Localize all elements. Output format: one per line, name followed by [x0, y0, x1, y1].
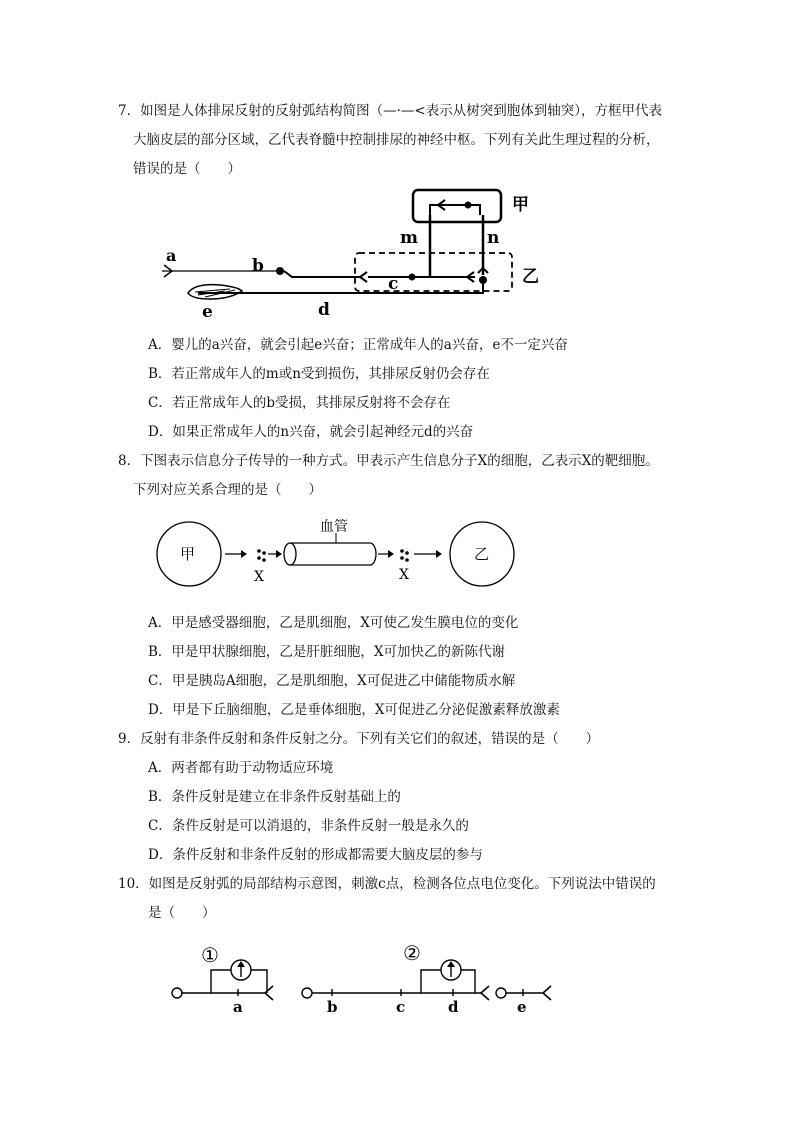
q9-option-d: D．条件反射和非条件反射的形成都需要大脑皮层的参与 [148, 847, 483, 863]
neuron-1-body [172, 988, 182, 998]
spinal-cord-box [355, 253, 512, 291]
cell-yi-label: 乙 [474, 545, 490, 563]
q8-stem-line-2: 下列对应关系合理的是（ ） [133, 482, 322, 498]
neuron-3-body [496, 988, 506, 998]
q9-stem-line-1: 9．反射有非条件反射和条件反射之分。下列有关它们的叙述，错误的是（ ） [118, 731, 600, 747]
label-x-2: X [399, 567, 409, 583]
label-meter-2: ② [403, 941, 421, 965]
label-n: n [487, 228, 500, 248]
q7-option-a: A．婴儿的a兴奋，就会引起e兴奋；正常成年人的a兴奋，e不一定兴奋 [148, 337, 568, 353]
q9-option-b: B．条件反射是建立在非条件反射基础上的 [148, 789, 401, 805]
label-e: e [517, 998, 527, 1016]
label-meter-1: ① [201, 943, 219, 967]
label-a: a [166, 246, 177, 265]
label-e: e [202, 302, 213, 322]
q10-reflex-segment-figure [165, 940, 565, 1020]
neuron-c-body [409, 274, 416, 281]
cortex-cell-body [465, 202, 472, 209]
q10-stem-line-2: 是（ ） [148, 905, 216, 921]
cell-jia-label: 甲 [180, 545, 196, 563]
q7-option-d: D．如果正常成年人的n兴奋，就会引起神经元d的兴奋 [148, 424, 474, 440]
q8-signal-figure [150, 515, 530, 595]
q9-option-a: A．两者都有助于动物适应环境 [148, 760, 334, 776]
label-d: d [448, 998, 459, 1016]
neuron-2-body [302, 988, 312, 998]
q8-option-b: B．甲是甲状腺细胞，乙是肝脏细胞，X可加快乙的新陈代谢 [148, 644, 506, 660]
q7-stem-line-2: 大脑皮层的部分区域，乙代表脊髓中控制排尿的神经中枢。下列有关此生理过程的分析， [133, 132, 660, 148]
cortex-neuron-path [430, 205, 480, 215]
label-c: c [388, 274, 399, 294]
q8-option-a: A．甲是感受器细胞，乙是肌细胞，X可使乙发生膜电位的变化 [148, 615, 519, 631]
label-b: b [327, 998, 338, 1016]
q7-stem-line-1: 7．如图是人体排尿反射的反射弧结构简图（—·—<表示从树突到胞体到轴突），方框甲代表 [118, 103, 662, 119]
label-yi: 乙 [522, 267, 539, 287]
label-b: b [252, 256, 264, 276]
synapse-2 [481, 986, 489, 1000]
q9-option-c: C．条件反射是可以消退的，非条件反射一般是永久的 [148, 818, 469, 834]
label-d: d [318, 300, 330, 320]
synapse-1 [265, 986, 273, 1000]
motor-neuron-body [479, 276, 487, 284]
label-x-1: X [254, 569, 264, 585]
blood-vessel [290, 543, 376, 565]
synapse-3 [543, 986, 551, 1000]
q7-stem-line-3: 错误的是（ ） [133, 161, 241, 177]
q8-option-c: C．甲是胰岛A细胞，乙是肌细胞，X可促进乙中储能物质水解 [148, 673, 516, 689]
q8-stem-line-1: 8．下图表示信息分子传导的一种方式。甲表示产生信息分子X的细胞，乙表示X的靶细胞。 [118, 453, 659, 469]
q7-option-c: C．若正常成年人的b受损，其排尿反射将不会存在 [148, 395, 451, 411]
label-c: c [396, 998, 406, 1016]
label-jia: 甲 [512, 195, 529, 215]
q7-option-b: B．若正常成年人的m或n受到损伤，其排尿反射仍会存在 [148, 366, 490, 382]
label-vessel: 血管 [320, 519, 348, 535]
neuron-b-body [276, 267, 284, 275]
label-m: m [400, 228, 418, 248]
q10-stem-line-1: 10．如图是反射弧的局部结构示意图，刺激c点，检测各位点电位变化。下列说法中错误的 [118, 876, 656, 892]
label-a: a [233, 998, 243, 1016]
q8-option-d: D．甲是下丘脑细胞，乙是垂体细胞，X可促进乙分泌促激素释放激素 [148, 702, 560, 718]
q7-reflex-arc-figure [150, 185, 550, 325]
